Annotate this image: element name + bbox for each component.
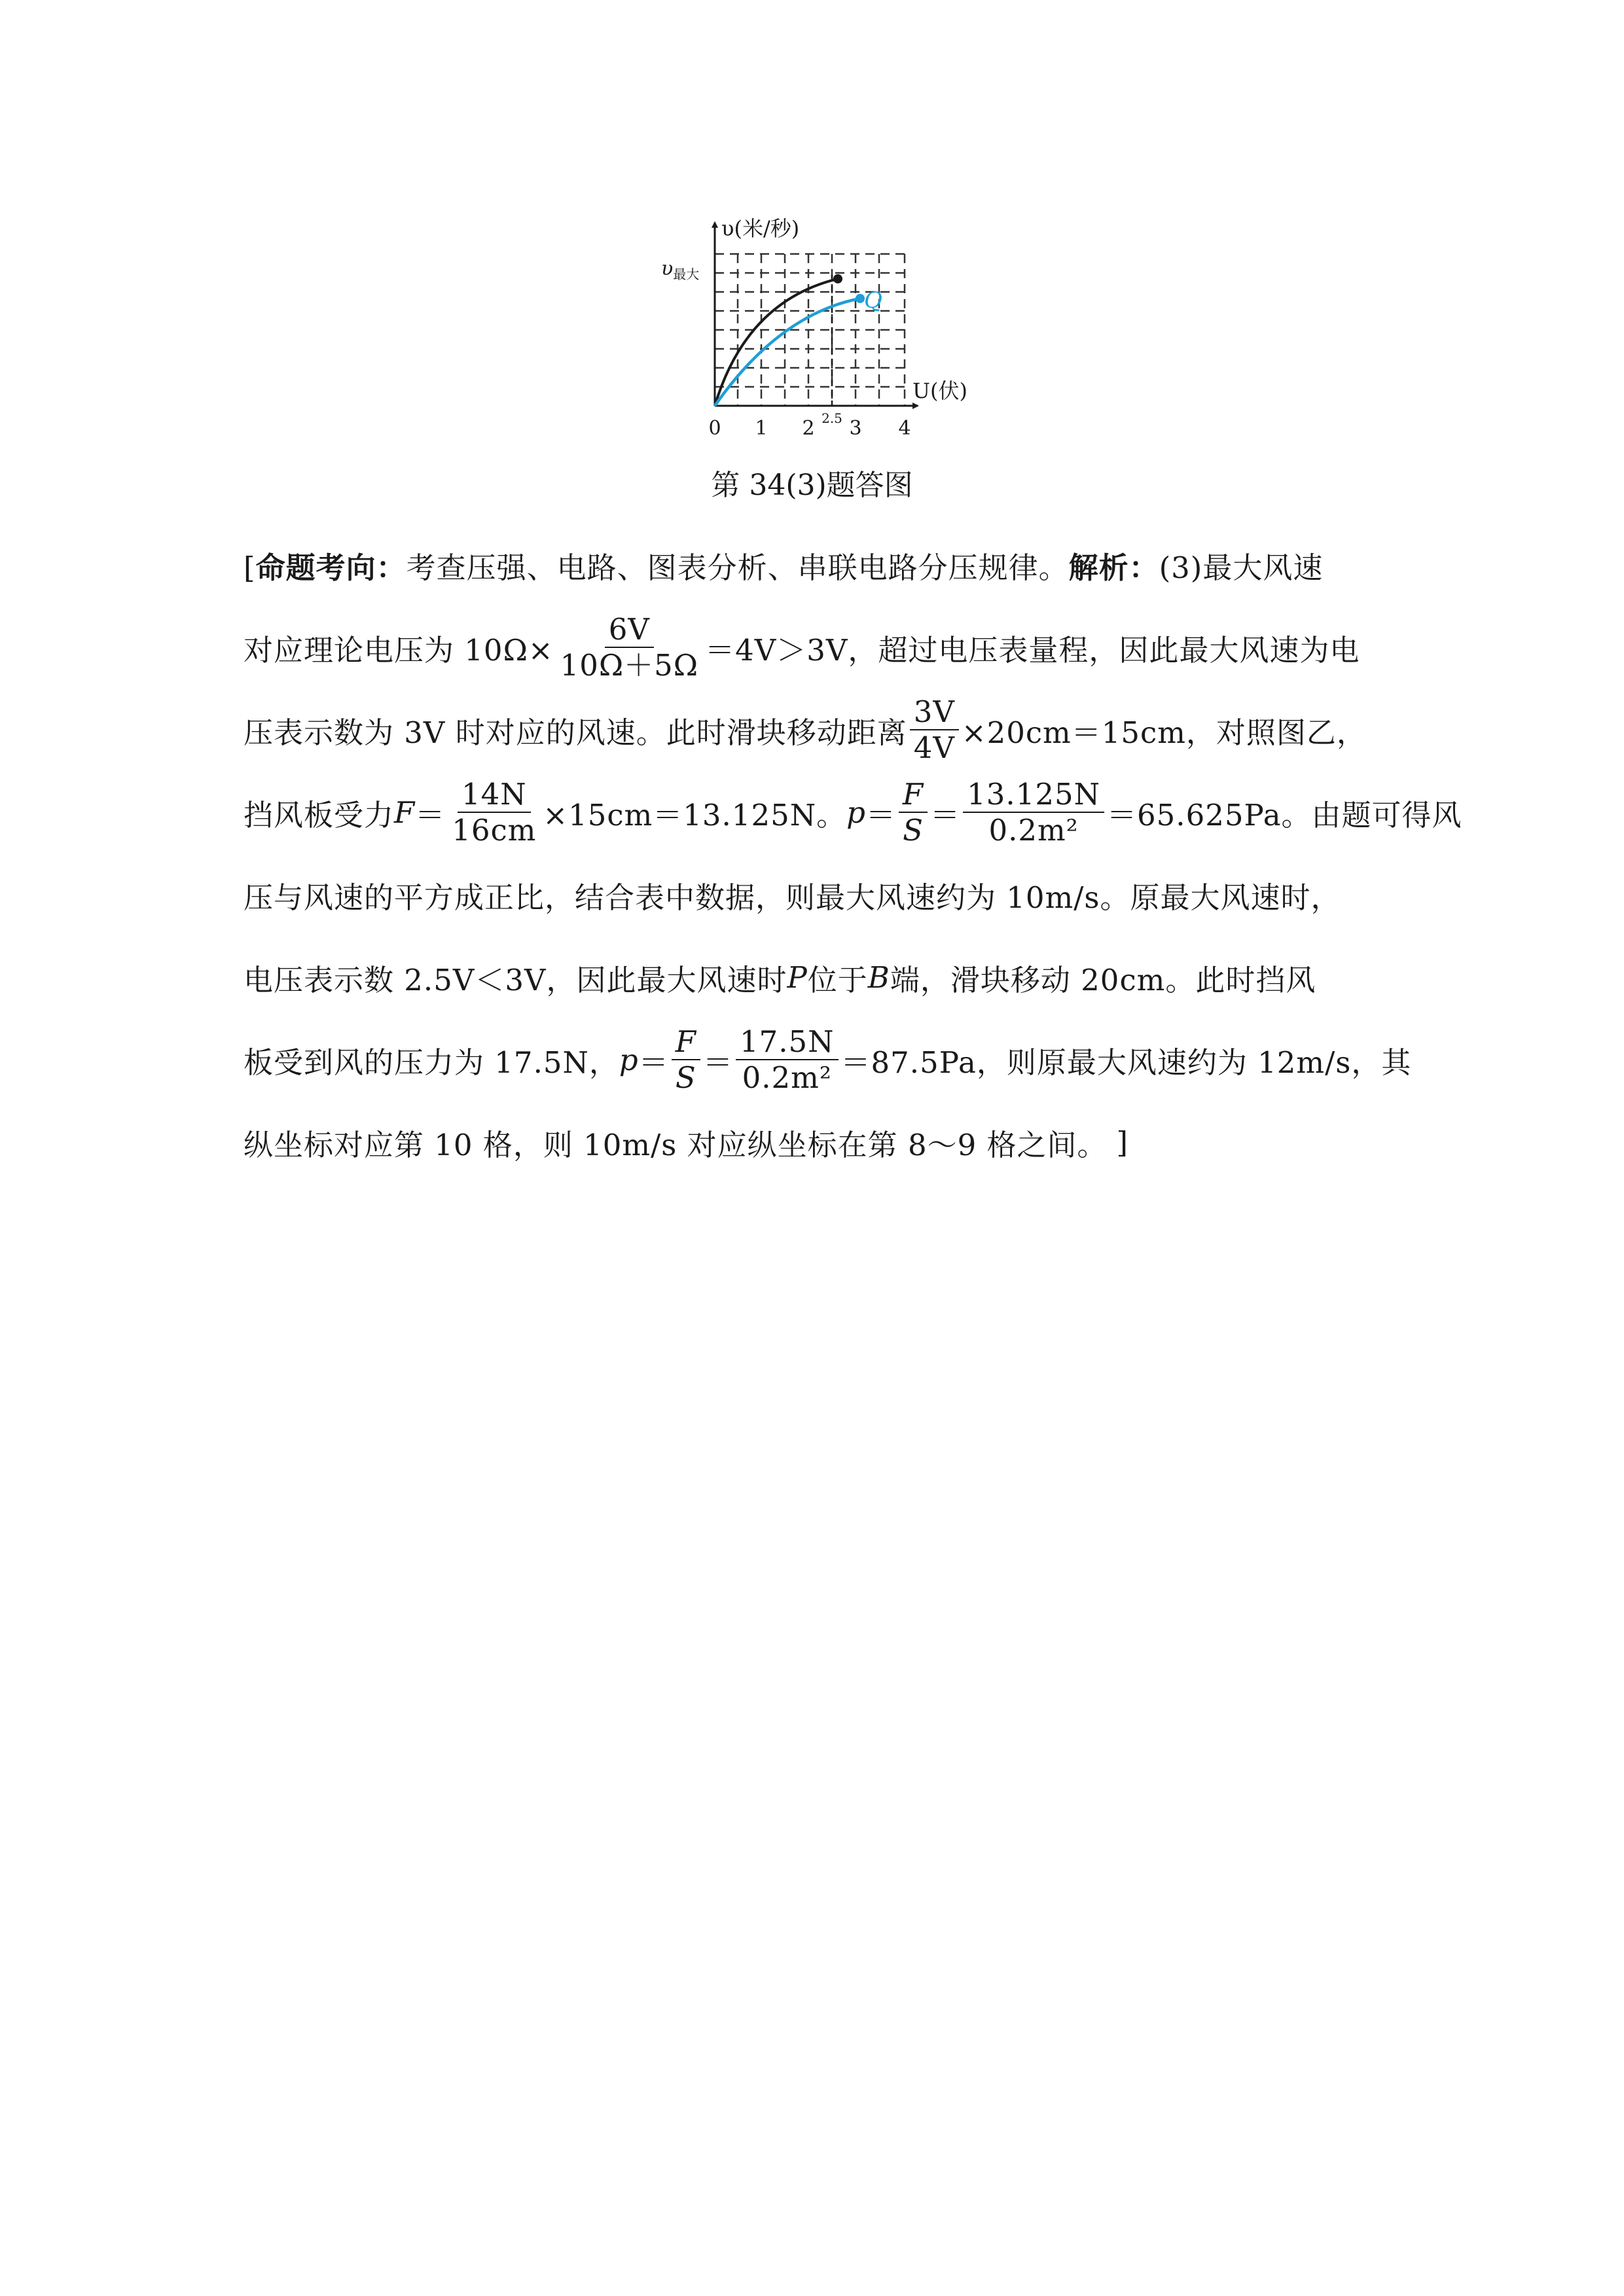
line8-a: 纵坐标对应第 10 格，则 10m/s 对应纵坐标在第 8～9 格之间。 [244,1127,1108,1162]
line5: 压与风速的平方成正比，结合表中数据，则最大风速约为 10m/s。原最大风速时， [244,880,1341,915]
analysis-line-2 [244,606,1385,689]
jiexi-label: 解析： [1068,550,1159,585]
topic-label: 命题考向： [255,550,406,585]
line7-b: ＝87.5Pa，则原最大风速约为 12m/s，其 [840,1045,1412,1080]
x-tick-2-5: 2.5 [821,410,842,426]
symbol-B: B [867,960,890,995]
line6-a: 电压表示数 2.5V＜3V，因此最大风速时 [244,962,787,997]
symbol-F: F [394,795,416,830]
x-tick-4: 4 [898,417,911,440]
line2-a: 对应理论电压为 10Ω× [244,632,554,668]
answer-figure [0,0,1624,458]
bracket-close: ] [1116,1124,1129,1160]
line7-a: 板受到风的压力为 17.5N， [244,1045,619,1080]
y-max-label: $\upsilon_{最大}$ [661,257,700,282]
fraction-F-over-S: $\frac{F}{S}$ [899,779,928,846]
analysis-line-1 [244,524,1385,606]
analysis-paragraph [244,524,1462,1183]
fraction-force: $\frac{14N}{16cm}$ [452,776,537,848]
figure-caption: 第 34(3)题答图 [711,469,913,502]
analysis-line-7: 板受到风的压力为 17.5N， p ＝ $\frac{F}{S}$ ＝ $\frac{17.5N}{\text{0.2m²}}$ ＝87.5Pa，则原最大风速约为 12m/s，其 [244,1024,1412,1095]
line4-b: ×15cm＝13.125N。 [543,797,847,833]
fraction-voltage-ratio: $\frac{6V}{10\Omega+5\Omega}$ [560,611,699,683]
curve-q-dot [856,294,865,303]
line3-a: 压表示数为 3V 时对应的风速。此时滑块移动距离 [244,715,907,750]
topic-text: 考查压强、电路、图表分析、串联电路分压规律。 [406,550,1069,585]
fraction-distance-ratio: $\frac{3V}{4V}$ [910,696,959,764]
line3-b: ×20cm＝15cm，对照图乙， [961,715,1367,750]
fraction-F-over-S-2: $\frac{F}{S}$ [672,1026,700,1094]
analysis-line-5 [244,853,1385,936]
x-axis-label: U(伏) [912,378,967,403]
analysis-line-6: 电压表示数 2.5V＜3V，因此最大风速时 P 位于 B 端，滑块移动 20cm。此时挡风 [244,936,1385,1018]
line2-b: ＝4V＞3V，超过电压表量程，因此最大风速为电 [705,632,1360,668]
symbol-P: P [787,960,808,995]
x-tick-0: 0 [708,417,721,440]
curve-q-label: Q [864,287,882,314]
bracket-open: [ [244,550,256,585]
analysis-line-3 [244,689,1385,771]
x-tick-3: 3 [849,417,862,440]
symbol-p-2: p [619,1042,639,1077]
grid-lines [715,254,905,406]
symbol-p: p [846,795,866,830]
x-tick-2: 2 [802,417,815,440]
fraction-pressure-2: $\frac{17.5N}{\text{0.2m²}}$ [736,1026,839,1094]
line4-c: ＝65.625Pa。由题可得风 [1107,797,1462,833]
line6-c: 端，滑块移动 20cm。此时挡风 [890,962,1316,997]
analysis-line-8 [244,1101,1385,1183]
analysis-line-4: 挡风板受力 F ＝ $\frac{14N}{16cm}$ ×15cm＝13.125N。 p ＝ $\frac{F}{S}$ ＝ $\frac{13.125N}{\text{0.2m²}}$ ＝65.625Pa。由题可得风 [244,776,1462,848]
line1-text: (3)最大风速 [1159,550,1324,585]
fraction-pressure-1: $\frac{13.125N}{\text{0.2m²}}$ [963,779,1104,846]
x-tick-1: 1 [755,417,768,440]
line4-a: 挡风板受力 [244,797,395,833]
curve-end-dot [833,274,842,283]
y-axis-label: υ(米/秒) [721,216,800,241]
